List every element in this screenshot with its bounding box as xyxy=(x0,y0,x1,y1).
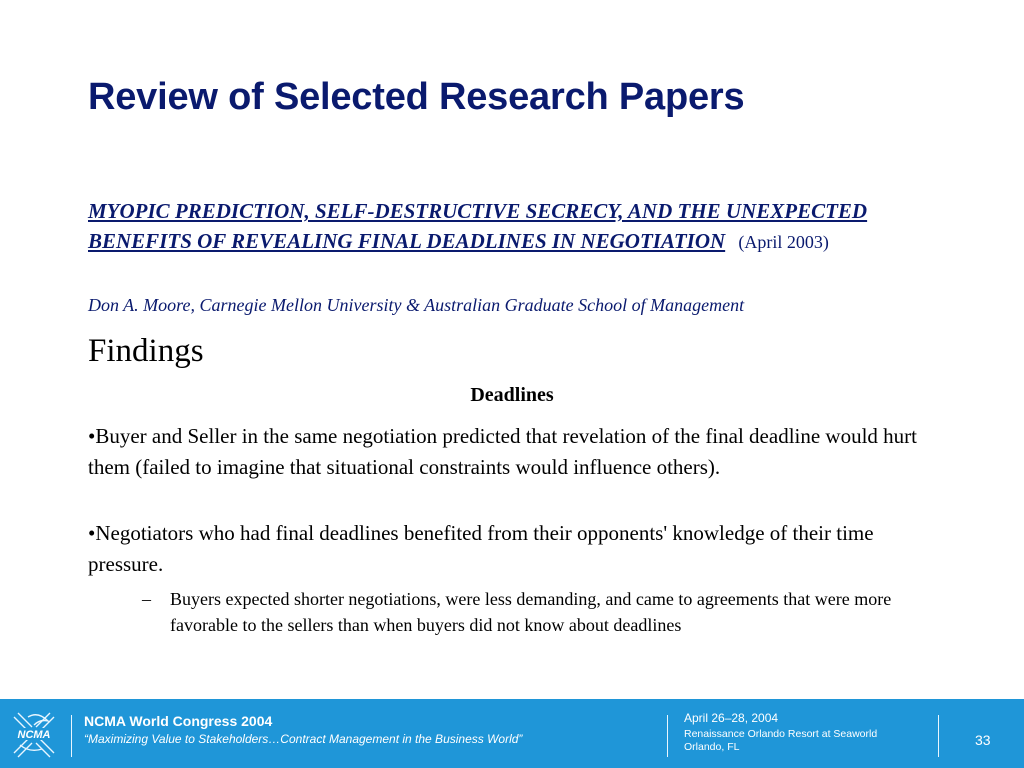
sub-bullet-text: Buyers expected shorter negotiations, were less demanding, and came to agreements that were more favorable to the sellers than when buyers did not know about deadlines xyxy=(170,589,892,635)
section-heading: Findings xyxy=(88,333,204,369)
footer-date: April 26–28, 2004 xyxy=(684,711,779,725)
ncma-logo xyxy=(8,707,60,759)
footer-bar xyxy=(0,699,1024,768)
footer-venue: Renaissance Orlando Resort at Seaworld xyxy=(684,728,878,740)
bullet-item: •Negotiators who had final deadlines benefited from their opponents' knowledge of their time pressure. xyxy=(88,521,874,576)
paper-author: Don A. Moore, Carnegie Mellon University & Australian Graduate School of Management xyxy=(88,295,745,315)
footer-divider xyxy=(71,715,72,757)
slide-title: Review of Selected Research Papers xyxy=(88,76,745,118)
page-number: 33 xyxy=(975,732,991,748)
paper-date: (April 2003) xyxy=(738,232,829,252)
footer-divider xyxy=(667,715,668,757)
sub-bullet-item xyxy=(130,586,930,638)
footer-congress: NCMA World Congress 2004 xyxy=(84,713,273,729)
footer-divider xyxy=(938,715,939,757)
subheading: Deadlines xyxy=(470,384,554,406)
footer-tagline: “Maximizing Value to Stakeholders…Contract Management in the Business World” xyxy=(84,732,523,746)
logo-text: NCMA xyxy=(17,729,51,741)
paper-citation xyxy=(88,196,888,257)
footer-city: Orlando, FL xyxy=(684,741,740,753)
bullet-item: •Buyer and Seller in the same negotiation predicted that revelation of the final deadline would hurt them (failed to imagine that situational constraints would influence others). xyxy=(88,424,918,479)
dash-marker: – xyxy=(142,589,151,609)
paper-title: MYOPIC PREDICTION, SELF-DESTRUCTIVE SECRECY, AND THE UNEXPECTED BENEFITS OF REVEALING FINAL DEADLINES IN NEGOTIATION xyxy=(88,199,868,253)
